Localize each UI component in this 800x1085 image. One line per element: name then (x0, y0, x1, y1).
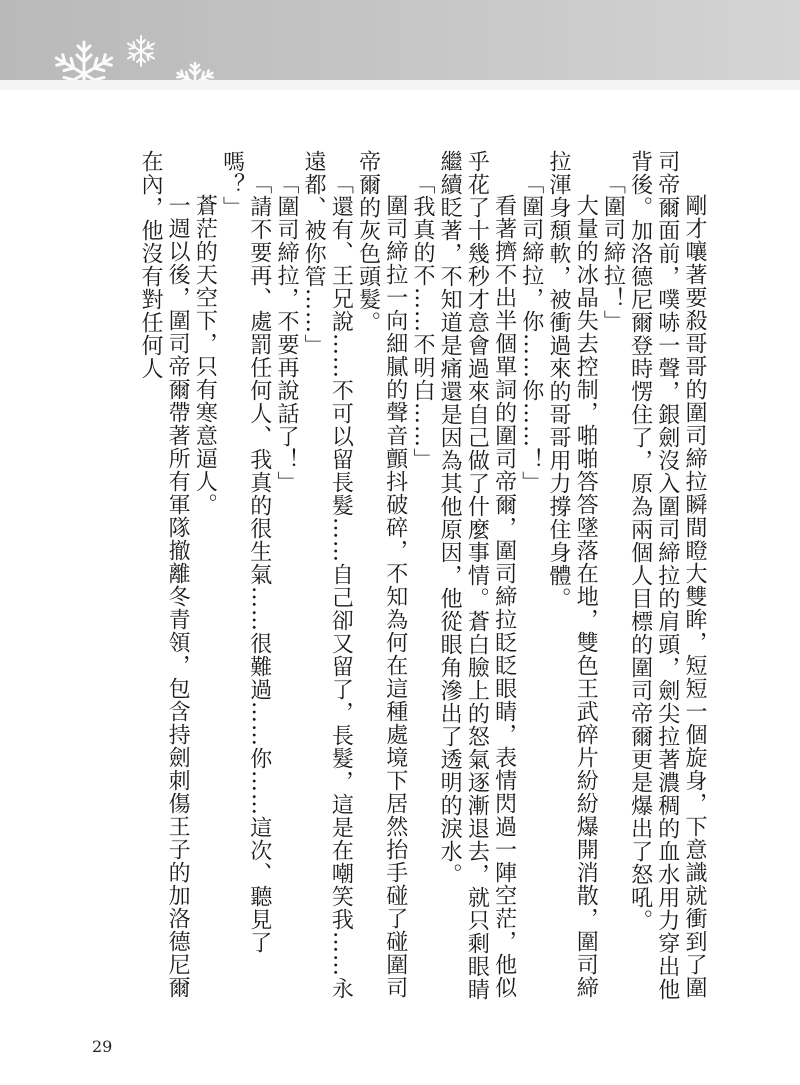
paragraph: 「請不要再、處罰任何人、我真的很生氣……很難過……你……這次、聽見了嗎？」 (219, 150, 272, 954)
paragraph: 大量的冰晶失去控制，啪啪答答墜落在地，雙色王武碎片紛紛爆開消散，圍司締拉渾身頹軟，被衝過來的哥哥用力撐住身體。 (545, 150, 599, 999)
header-band (0, 0, 800, 90)
paragraph: 「我真的不……不明白……」 (409, 172, 435, 471)
page-number: 29 (92, 1037, 113, 1056)
snowflake-small-icon (124, 34, 158, 68)
snowflake-medium-icon (172, 60, 218, 106)
paragraph: 「圍司締拉，不要再說話了！」 (273, 172, 299, 494)
paragraph: 蒼茫的天空下，只有寒意逼人。 (192, 194, 218, 516)
paragraph: 剛才嚷著要殺哥哥的圍司締拉瞬間瞪大雙眸，短短一個旋身，下意識就衝到了圍司帝爾面前，噗哧一聲，銀劍沒入圍司締拉的肩頭，劍尖拉著濃稠的血水用力穿出他背後。加洛德尼爾登時愣住了，原為兩個人目標的圍司帝爾更是爆出了怒吼。 (627, 150, 707, 1001)
paragraph: 「圍司締拉！」 (600, 172, 626, 333)
paragraph: 一週以後，圍司帝爾帶著所有軍隊撤離冬青領，包含持劍刺傷王子的加洛德尼爾在內，他沒有對任何人 (137, 150, 191, 999)
paragraph: 「還有、王兄說……不可以留長髮……自己卻又留了，長髮，這是在嘲笑我……永遠都、被你管……」 (301, 150, 354, 1000)
paragraph: 圍司締拉一向細膩的聲音顫抖破碎，不知為何在這種處境下居然抬手碰了碰圍司帝爾的灰色頭髮。 (355, 150, 408, 999)
vertical-text-body (88, 150, 708, 1005)
paragraph: 「圍司締拉，你……你……！」 (518, 172, 544, 494)
paragraph: 看著擠不出半個單詞的圍司帝爾，圍司締拉眨眨眼睛，表情閃過一陣空茫，他似乎花了十幾秒才意會過來自己做了什麼事情。蒼白臉上的怒氣逐漸退去，就只剩眼睛繼續眨著，不知道是痛還是因為其他原因，他從眼角滲出了透明的淚水。 (437, 150, 517, 1001)
snowflake-large-icon (48, 38, 120, 110)
